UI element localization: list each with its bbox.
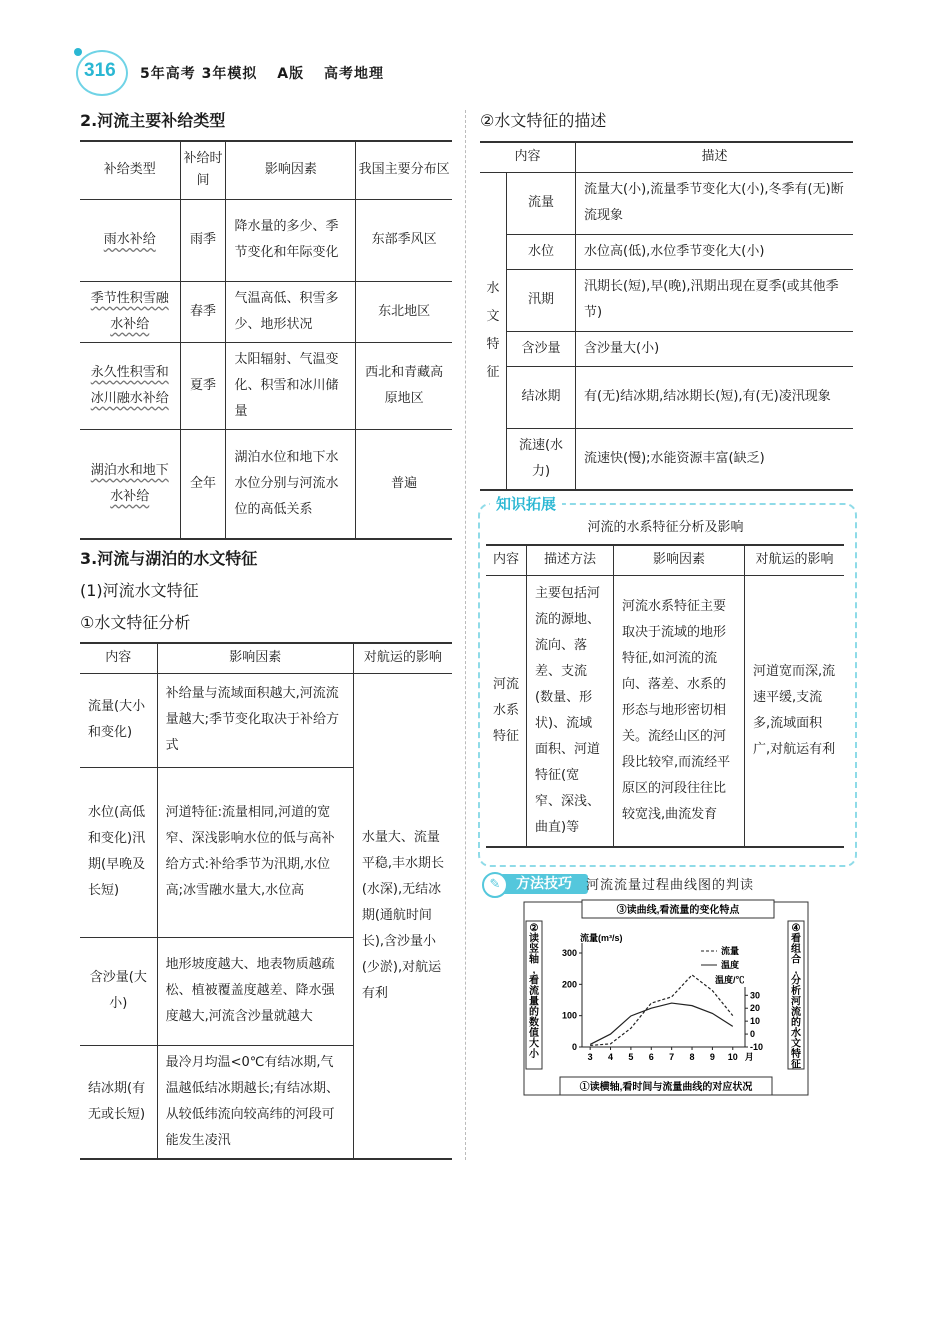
hydro-description-table — [480, 141, 853, 491]
col-header: 描述 — [576, 142, 854, 172]
book-title: 5年高考 3年模拟 — [140, 66, 258, 82]
hydro-analysis-table — [80, 642, 452, 1160]
running-header — [140, 63, 398, 83]
supply-type: 永久性积雪和冰川融水补给 — [90, 364, 169, 406]
annotation-left: ② 读竖轴,看流量的数值大小 — [529, 923, 539, 1060]
y2-tick-label: 30 — [750, 990, 761, 1001]
supply-type-table — [80, 140, 452, 540]
desc-text: 流量大(小),流量季节变化大(小),冬季有(无)断流现象 — [576, 172, 854, 234]
x-tick-label: 6 — [648, 1052, 654, 1062]
y2-tick-label: 0 — [750, 1029, 756, 1040]
subsection-title: (1)河流水文特征 — [80, 581, 199, 600]
table-row — [480, 172, 853, 234]
col-header: 内容 — [486, 545, 527, 575]
table-row — [80, 342, 452, 429]
extension-tag: 知识拓展 — [490, 493, 562, 514]
supply-time: 全年 — [180, 429, 226, 539]
y-tick-label: 300 — [561, 948, 577, 958]
supply-factor: 降水量的多少、季节变化和年际变化 — [226, 199, 356, 281]
legend-label: 流量 — [721, 946, 740, 956]
subsection-title: ①水文特征分析 — [80, 613, 191, 632]
flow-curve-chart — [520, 897, 815, 1102]
supply-type: 湖泊水和地下水补给 — [90, 462, 169, 504]
shipping-impact: 水量大、流量平稳,丰水期长(水深),无结冰期(通航时间长),含沙量小(少淤),对航运有利 — [353, 673, 452, 1159]
x-tick-label: 10 — [727, 1052, 738, 1062]
y-tick-label: 0 — [571, 1042, 577, 1052]
col-header: 影响因素 — [614, 545, 745, 575]
group-label: 水文特征 — [480, 172, 507, 490]
desc-text: 流速快(慢);水能资源丰富(缺乏) — [576, 428, 854, 490]
chart-frame — [524, 902, 808, 1095]
hydro-factor: 河道特征:流量相同,河道的宽窄、深浅影响水位的低与高补给方式:补给季节为汛期,水位高;冰雪融水量大,水位高 — [157, 767, 353, 937]
extension-table — [486, 544, 844, 848]
hydro-factor: 地形坡度越大、地表物质越疏松、植被覆盖度越差、降水强度越大,河流含沙量就越大 — [157, 937, 353, 1045]
x-tick-label: 9 — [709, 1052, 715, 1062]
col-header: 影响因素 — [226, 141, 356, 199]
hydro-factor: 补给量与流域面积越大,河流流量越大;季节变化取决于补给方式 — [157, 673, 353, 767]
col-header: 内容 — [80, 643, 157, 673]
annotation-top: ③读曲线,看流量的变化特点 — [616, 905, 740, 916]
series-line-flow — [590, 975, 733, 1046]
x-unit: 月 — [744, 1052, 754, 1062]
col-header: 内容 — [480, 142, 576, 172]
hydro-content: 流量(大小和变化) — [80, 673, 157, 767]
y2-tick-label: 20 — [750, 1003, 761, 1014]
desc-item: 水位 — [507, 234, 576, 269]
table-row — [480, 366, 853, 428]
supply-factor: 湖泊水位和地下水水位分别与河流水位的高低关系 — [226, 429, 356, 539]
supply-time: 春季 — [180, 281, 226, 342]
x-tick-label: 3 — [587, 1052, 593, 1062]
table-row — [80, 199, 452, 281]
y-tick-label: 200 — [561, 979, 577, 990]
supply-factor: 气温高低、积雪多少、地形状况 — [226, 281, 356, 342]
table-row — [480, 234, 853, 269]
hydro-factor: 最冷月均温<0℃有结冰期,气温越低结冰期越长;有结冰期、从较低纬流向较高纬的河段可能发生凌汛 — [157, 1045, 353, 1159]
hydro-content: 水位(高低和变化)汛期(早晚及长短) — [80, 767, 157, 937]
table-row — [80, 429, 452, 539]
desc-item: 汛期 — [507, 269, 576, 331]
section-2-title: 2.河流主要补给类型 — [80, 111, 226, 130]
y2-axis-label: 温度/℃ — [715, 975, 745, 985]
legend-label: 温度 — [721, 960, 740, 970]
hydro-content: 含沙量(大小) — [80, 937, 157, 1045]
ext-content: 河流水系特征 — [486, 575, 527, 847]
col-header: 对航运的影响 — [353, 643, 452, 673]
x-tick-label: 8 — [689, 1052, 695, 1062]
table-row — [486, 575, 844, 847]
extension-title: 河流的水系特征分析及影响 — [587, 520, 744, 535]
page-number: 316 — [84, 60, 116, 81]
table-row — [480, 331, 853, 366]
y-axis-label: 流量(m³/s) — [580, 933, 623, 943]
desc-item: 结冰期 — [507, 366, 576, 428]
page-number-badge — [76, 50, 128, 96]
method-label: 方法技巧 — [500, 874, 588, 894]
supply-type: 雨水补给 — [103, 232, 156, 247]
table-row — [80, 281, 452, 342]
subject: 高考地理 — [323, 66, 384, 82]
col-header: 我国主要分布区 — [356, 141, 452, 199]
x-tick-label: 7 — [669, 1052, 675, 1062]
desc-text: 汛期长(短),早(晚),汛期出现在夏季(或其他季节) — [576, 269, 854, 331]
supply-region: 东北地区 — [356, 281, 452, 342]
desc-text: 水位高(低),水位季节变化大(小) — [576, 234, 854, 269]
section-3-title: 3.河流与湖泊的水文特征 — [80, 549, 258, 568]
ext-method: 主要包括河流的源地、流向、落差、支流(数量、形状)、流域面积、河道特征(宽窄、深浅、曲直)等 — [527, 575, 614, 847]
subsection-title: ②水文特征的描述 — [480, 111, 607, 130]
supply-region: 东部季风区 — [356, 199, 452, 281]
series-line-temperature — [590, 1003, 733, 1044]
desc-text: 含沙量大(小) — [576, 331, 854, 366]
desc-item: 流速(水力) — [507, 428, 576, 490]
ext-impact: 河道宽而深,流速平缓,支流多,流域面积广,对航运有利 — [745, 575, 845, 847]
x-tick-label: 5 — [628, 1052, 634, 1062]
column-divider — [465, 110, 466, 1160]
supply-time: 夏季 — [180, 342, 226, 429]
col-header: 影响因素 — [157, 643, 353, 673]
col-header: 对航运的影响 — [745, 545, 845, 575]
y2-tick-label: -10 — [750, 1042, 764, 1052]
desc-item: 流量 — [507, 172, 576, 234]
edition: A版 — [277, 66, 305, 82]
annotation-bottom: ①读横轴,看时间与流量曲线的对应状况 — [579, 1082, 753, 1093]
table-row — [80, 673, 452, 767]
col-header: 描述方法 — [527, 545, 614, 575]
desc-item: 含沙量 — [507, 331, 576, 366]
y-tick-label: 100 — [561, 1010, 577, 1021]
y2-tick-label: 10 — [750, 1016, 761, 1027]
ext-factor: 河流水系特征主要取决于流域的地形特征,如河流的流向、落差、水系的形态与地形密切相关。流经山区的河段比较窄,而流经平原区的河段往往比较宽浅,曲流发育 — [614, 575, 745, 847]
supply-factor: 太阳辐射、气温变化、积雪和冰川储量 — [226, 342, 356, 429]
hydro-content: 结冰期(有无或长短) — [80, 1045, 157, 1159]
magnifier-icon: ✎ — [482, 872, 508, 898]
col-header: 补给时间 — [180, 141, 226, 199]
desc-text: 有(无)结冰期,结冰期长(短),有(无)凌汛现象 — [576, 366, 854, 428]
supply-region: 普遍 — [356, 429, 452, 539]
supply-type: 季节性积雪融水补给 — [90, 290, 169, 332]
x-tick-label: 4 — [608, 1052, 614, 1062]
table-row — [480, 269, 853, 331]
annotation-right: ④ 看组合,分析河流的水文特征 — [791, 923, 801, 1071]
supply-time: 雨季 — [180, 199, 226, 281]
col-header: 补给类型 — [80, 141, 180, 199]
table-row — [480, 428, 853, 490]
supply-region: 西北和青藏高原地区 — [356, 342, 452, 429]
method-text: 河流流量过程曲线图的判读 — [586, 878, 755, 893]
